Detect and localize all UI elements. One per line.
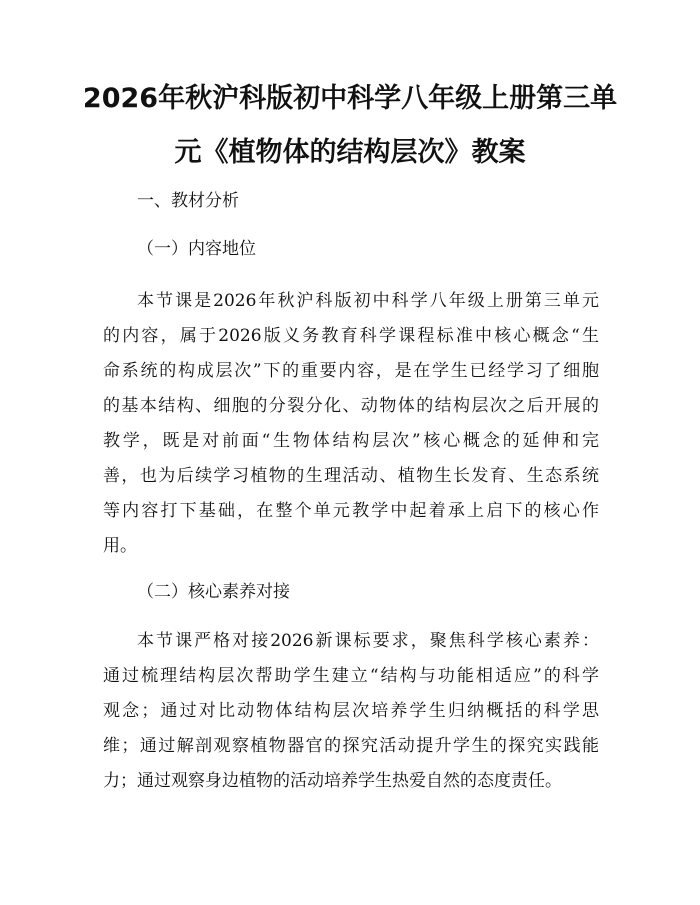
paragraph-line: 的基本结构、细胞的分裂分化、动物体的结构层次之后开展的 — [103, 396, 599, 416]
document-title-line-1: 2026年秋沪科版初中科学八年级上册第三单 — [82, 83, 618, 114]
paragraph-line: 等内容打下基础，在整个单元教学中起着承上启下的核心作 — [103, 501, 599, 521]
subsection-heading-content-position: （一）内容地位 — [137, 239, 256, 259]
paragraph-line: 教学，既是对前面“生物体结构层次”核心概念的延伸和完 — [103, 431, 599, 451]
paragraph-line: 的内容，属于2026版义务教育科学课程标准中核心概念“生 — [103, 326, 599, 346]
paragraph-line: 用。 — [103, 536, 137, 556]
paragraph-line: 通过梳理结构层次帮助学生建立“结构与功能相适应”的科学 — [103, 666, 599, 686]
paragraph-content-position — [103, 284, 599, 564]
paragraph-line: 善，也为后续学习植物的生理活动、植物生长发育、生态系统 — [103, 466, 599, 486]
paragraph-line: 观念；通过对比动物体结构层次培养学生归纳概括的科学思 — [103, 701, 599, 721]
paragraph-line: 命系统的构成层次”下的重要内容，是在学生已经学习了细胞 — [103, 361, 599, 381]
paragraph-line: 本节课是2026年秋沪科版初中科学八年级上册第三单元 — [137, 291, 599, 311]
paragraph-core-literacy — [103, 624, 599, 799]
paragraph-line: 维；通过解剖观察植物器官的探究活动提升学生的探究实践能 — [103, 736, 599, 756]
paragraph-line: 本节课严格对接2026新课标要求，聚焦科学核心素养： — [137, 631, 599, 651]
section-heading-textbook-analysis: 一、教材分析 — [137, 191, 239, 211]
subsection-heading-core-literacy: （二）核心素养对接 — [137, 582, 290, 602]
document-title-line-2: 元《植物体的结构层次》教案 — [174, 137, 526, 168]
paragraph-line: 力；通过观察身边植物的活动培养学生热爱自然的态度责任。 — [103, 771, 562, 791]
